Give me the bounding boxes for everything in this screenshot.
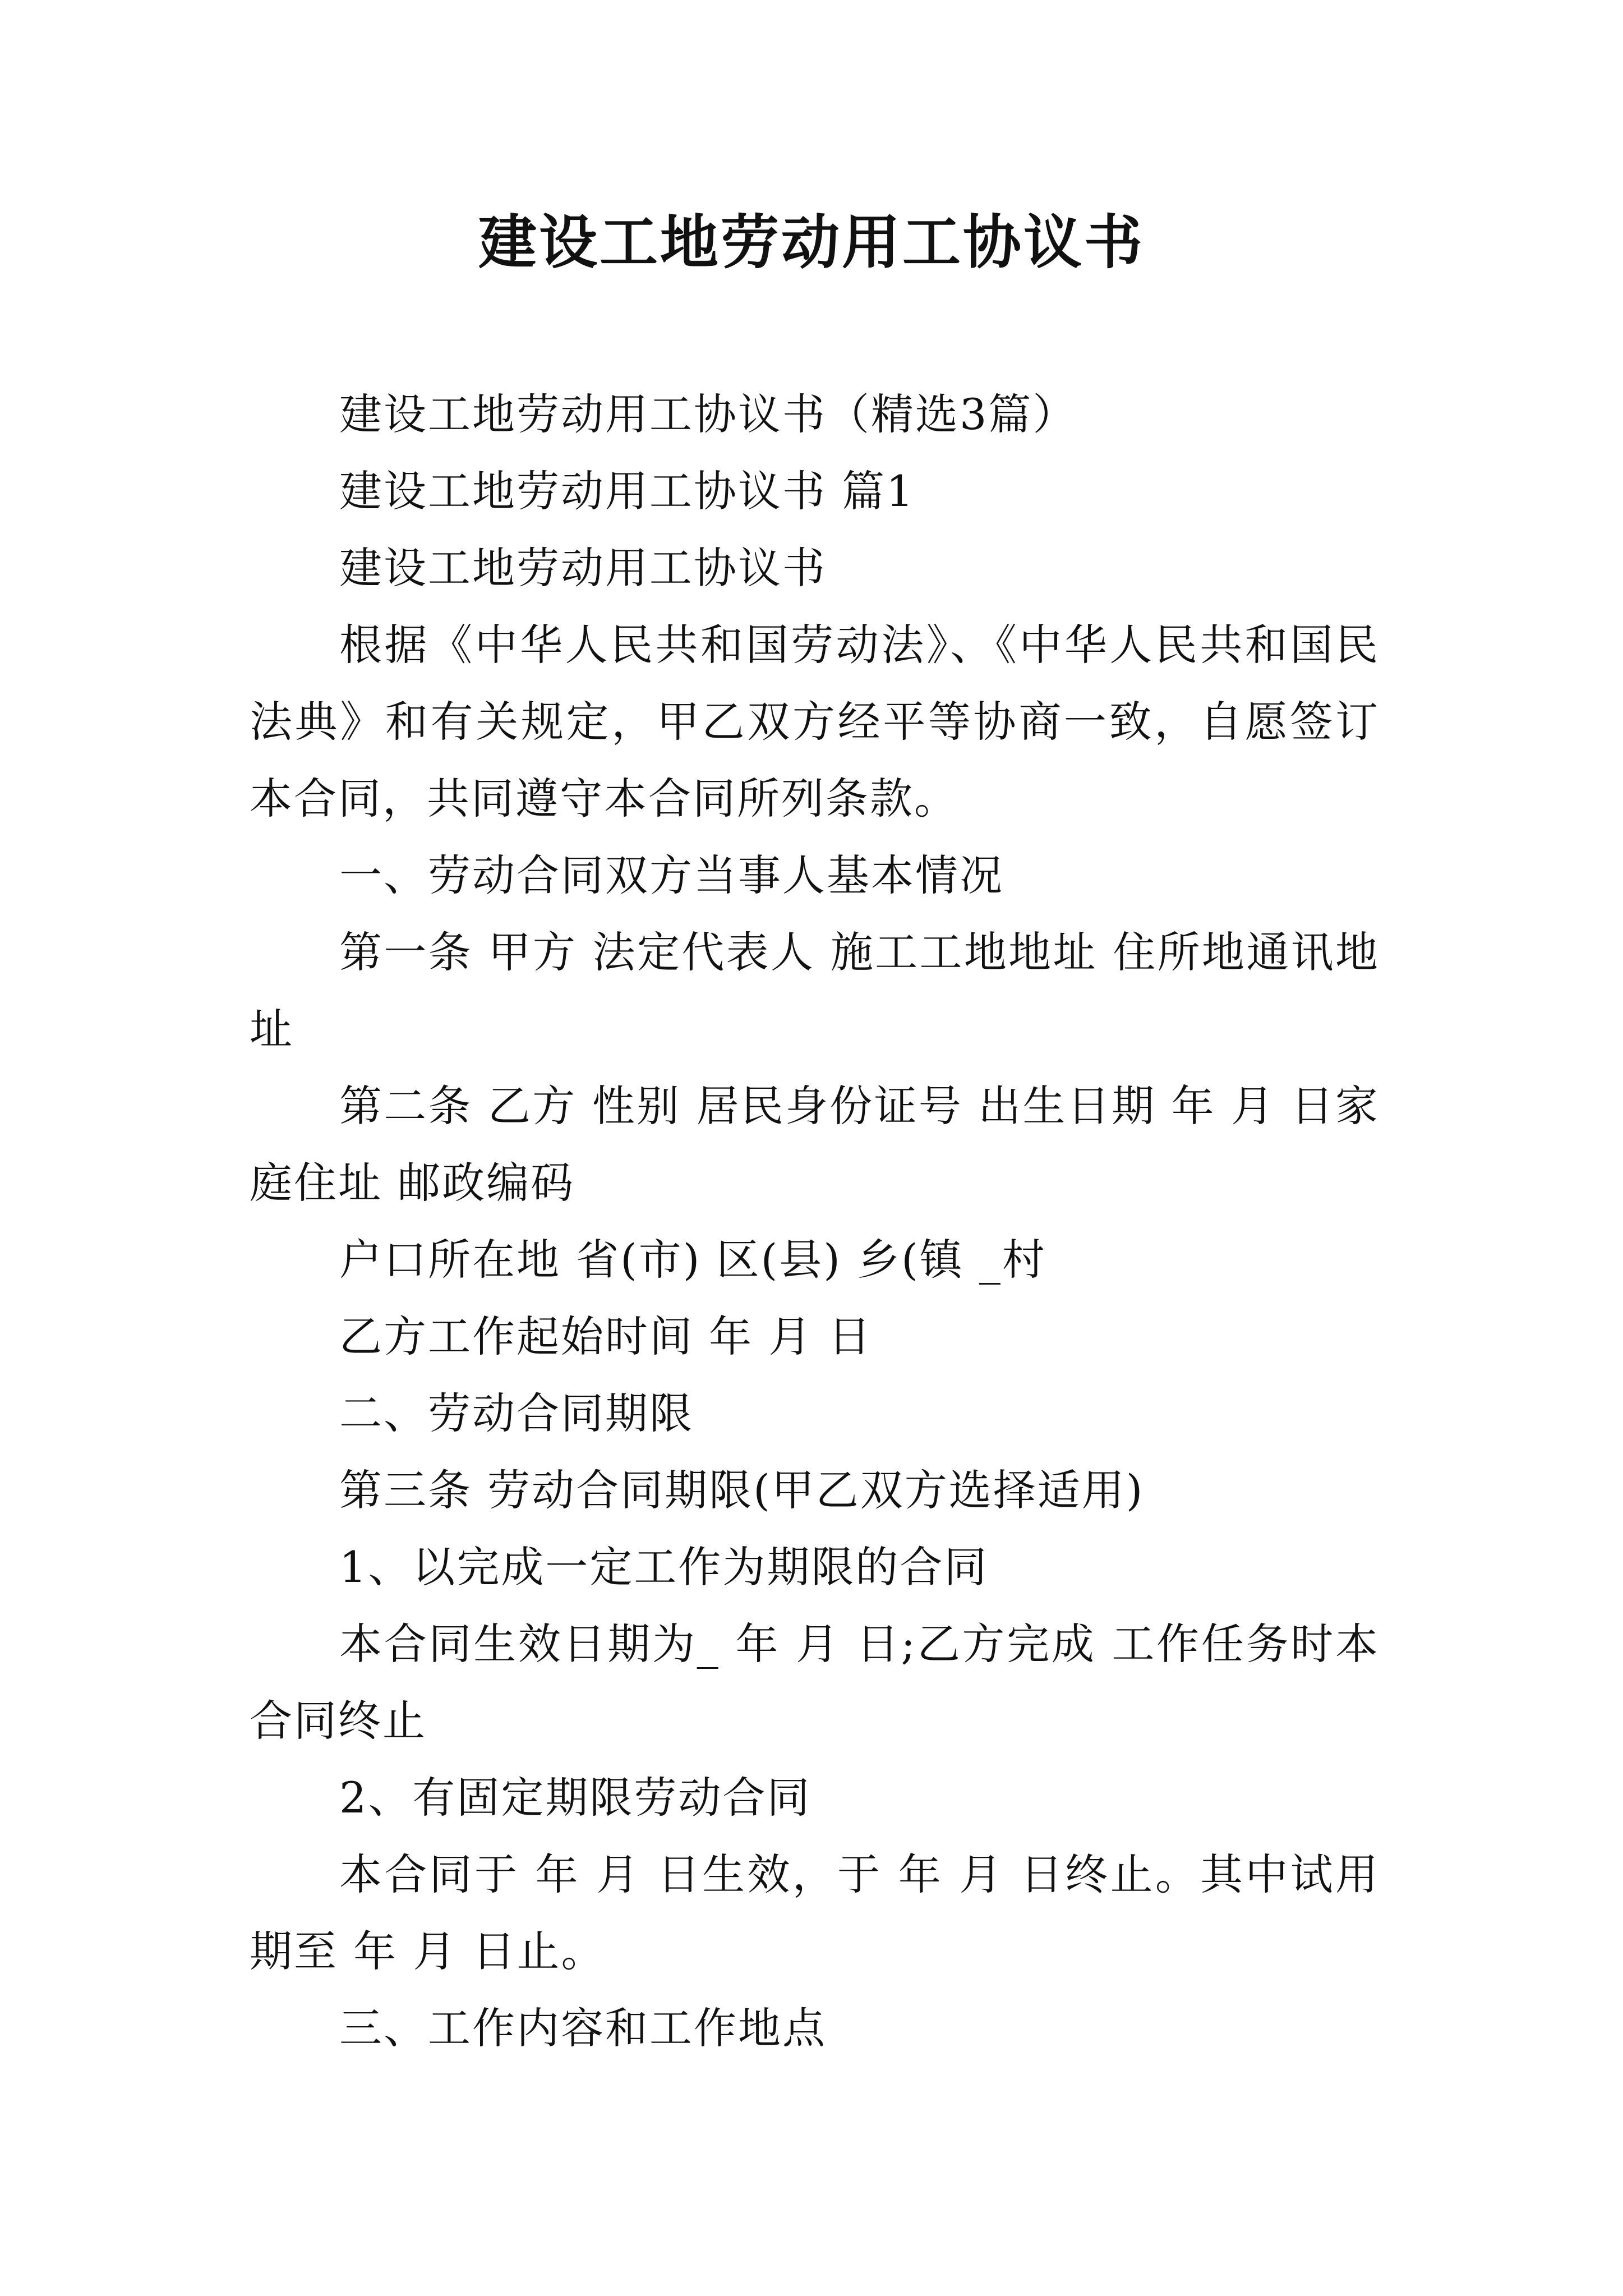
paragraph: 根据《中华人民共和国劳动法》、《中华人民共和国民法典》和有关规定，甲乙双方经平等协商一致，自愿签订本合同，共同遵守本合同所列条款。 xyxy=(250,620,1380,823)
document-title: 建设工地劳动用工协议书 xyxy=(478,208,1145,277)
paragraph: 第一条 甲方 法定代表人 施工工地地址 住所地通讯地址 xyxy=(250,927,1380,1054)
paragraph: 建设工地劳动用工协议书 篇1 xyxy=(339,466,915,516)
paragraph: 户口所在地 省(市) 区(县) 乡(镇 _村 xyxy=(339,1235,1046,1285)
section-heading: 二、劳动合同期限 xyxy=(339,1388,694,1438)
paragraph: 第三条 劳动合同期限(甲乙双方选择适用) xyxy=(339,1465,1145,1515)
paragraph: 建设工地劳动用工协议书 xyxy=(339,543,827,593)
section-heading: 三、工作内容和工作地点 xyxy=(339,2003,827,2053)
paragraph: 2、有固定期限劳动合同 xyxy=(339,1773,811,1823)
paragraph: 1、以完成一定工作为期限的合同 xyxy=(339,1542,989,1592)
paragraph: 第二条 乙方 性别 居民身份证号 出生日期 年 月 日家庭住址 邮政编码 xyxy=(250,1081,1380,1208)
document-body xyxy=(250,376,1380,2067)
paragraph: 建设工地劳动用工协议书（精选3篇） xyxy=(339,389,1077,439)
paragraph: 本合同生效日期为_ 年 月 日;乙方完成 工作任务时本合同终止 xyxy=(250,1619,1380,1746)
section-heading: 一、劳动合同双方当事人基本情况 xyxy=(339,850,1004,900)
paragraph: 乙方工作起始时间 年 月 日 xyxy=(339,1312,873,1361)
paragraph: 本合同于 年 月 日生效，于 年 月 日终止。其中试用期至 年 月 日止。 xyxy=(250,1849,1380,1976)
